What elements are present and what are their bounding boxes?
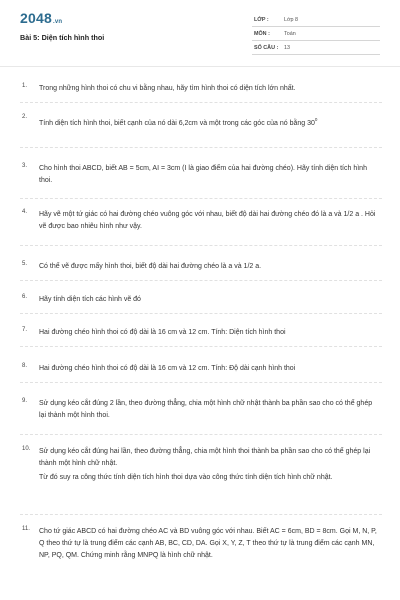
question-number: 10. xyxy=(22,446,31,452)
meta-table xyxy=(252,13,380,55)
question-text xyxy=(39,446,379,484)
header-divider xyxy=(0,66,400,67)
question-text xyxy=(39,163,379,187)
question-paragraph: Hãy vẽ một tứ giác có hai đường chéo vuông góc với nhau, biết độ dài hai đường chéo đó là a và 1/2 a . Hỏi vẽ được bao nhiêu hình như vậy. xyxy=(39,211,376,230)
question-text xyxy=(39,209,379,233)
question-separator xyxy=(20,147,382,148)
header xyxy=(0,0,400,64)
degree-superscript: 0 xyxy=(314,117,318,122)
question-separator xyxy=(20,514,382,515)
logo-suffix: .vn xyxy=(52,19,63,25)
meta-key: MÔN : xyxy=(254,31,270,37)
meta-value: Lớp 8 xyxy=(284,17,299,23)
question-text xyxy=(39,294,379,306)
question-paragraph xyxy=(39,114,371,130)
question-separator xyxy=(20,198,382,199)
question-separator xyxy=(20,346,382,347)
site-logo[interactable] xyxy=(20,10,62,26)
question-number: 2. xyxy=(22,114,28,120)
question-paragraph: Hai đường chéo hình thoi có độ dài là 16 cm và 12 cm. Tính: Độ dài cạnh hình thoi xyxy=(39,365,296,372)
lesson-title: Bài 5: Diện tích hình thoi xyxy=(20,33,105,42)
question-number: 11. xyxy=(22,526,30,532)
question-paragraph: Cho hình thoi ABCD, biết AB = 5cm, AI = 3cm (I là giao điểm của hai đường chéo). Hãy tính diện tích hình thoi. xyxy=(39,165,367,184)
question-text xyxy=(39,327,379,339)
question-number: 3. xyxy=(22,163,28,169)
question-text xyxy=(39,363,379,375)
question-number: 4. xyxy=(22,209,28,215)
question-paragraph-text: Tính diện tích hình thoi, biết cạnh của nó dài 6,2cm và một trong các góc của nó bằng 30 xyxy=(39,120,315,127)
meta-value: 13 xyxy=(284,45,290,51)
question-separator xyxy=(20,280,382,281)
question-number: 8. xyxy=(22,363,28,369)
question-number: 6. xyxy=(22,294,28,300)
question-paragraph: Từ đó suy ra công thức tính diện tích hình thoi dựa vào công thức tính diện tích hình chữ nhật. xyxy=(39,474,333,481)
question-number: 5. xyxy=(22,261,28,267)
question-number: 9. xyxy=(22,398,28,404)
question-paragraph: Có thể vẽ được mấy hình thoi, biết độ dài hai đường chéo là a và 1/2 a. xyxy=(39,263,262,270)
question-number: 1. xyxy=(22,83,28,89)
question-text xyxy=(39,526,379,562)
meta-key: LỚP : xyxy=(254,17,269,23)
meta-key: SỐ CÂU : xyxy=(254,45,279,51)
question-separator xyxy=(20,382,382,383)
question-separator xyxy=(20,313,382,314)
meta-row-subject xyxy=(252,27,380,41)
question-paragraph: Hãy tính diện tích các hình vẽ đó xyxy=(39,296,141,303)
logo-main: 2048 xyxy=(20,10,52,26)
question-paragraph: Sử dụng kéo cắt đúng 2 lần, theo đường thẳng, chia một hình chữ nhật thành ba phần sao cho có thể ghép lại thành một hình thoi. xyxy=(39,400,373,419)
question-paragraph: Cho tứ giác ABCD có hai đường chéo AC và BD vuông góc với nhau. Biết AC = 6cm, BD = 8cm. Gọi M, N, P, Q theo thứ tự là trung điểm các cạnh AB, BC, CD, DA. Gọi X, Y, Z, T theo thứ tự là trung điểm các cạnh MN, NP, PQ, QM. Chứng minh rằng MNPQ là hình chữ nhật. xyxy=(39,528,377,559)
meta-row-count xyxy=(252,41,380,55)
question-text xyxy=(39,83,379,95)
question-text xyxy=(39,398,379,422)
meta-value: Toán xyxy=(284,31,296,37)
question-number: 7. xyxy=(22,327,28,333)
question-text xyxy=(39,114,371,130)
question-separator xyxy=(20,245,382,246)
question-separator xyxy=(20,434,382,435)
question-separator xyxy=(20,102,382,103)
meta-row-class xyxy=(252,13,380,27)
question-paragraph: Trong những hình thoi có chu vi bằng nhau, hãy tìm hình thoi có diện tích lớn nhất. xyxy=(39,85,296,92)
question-paragraph: Hai đường chéo hình thoi có độ dài là 16 cm và 12 cm. Tính: Diện tích hình thoi xyxy=(39,329,286,336)
question-text xyxy=(39,261,379,273)
question-paragraph: Sử dụng kéo cắt đúng hai lần, theo đường thẳng, chia một hình thoi thành ba phần sao cho có thể ghép lại thành một hình chữ nhật. xyxy=(39,448,371,467)
